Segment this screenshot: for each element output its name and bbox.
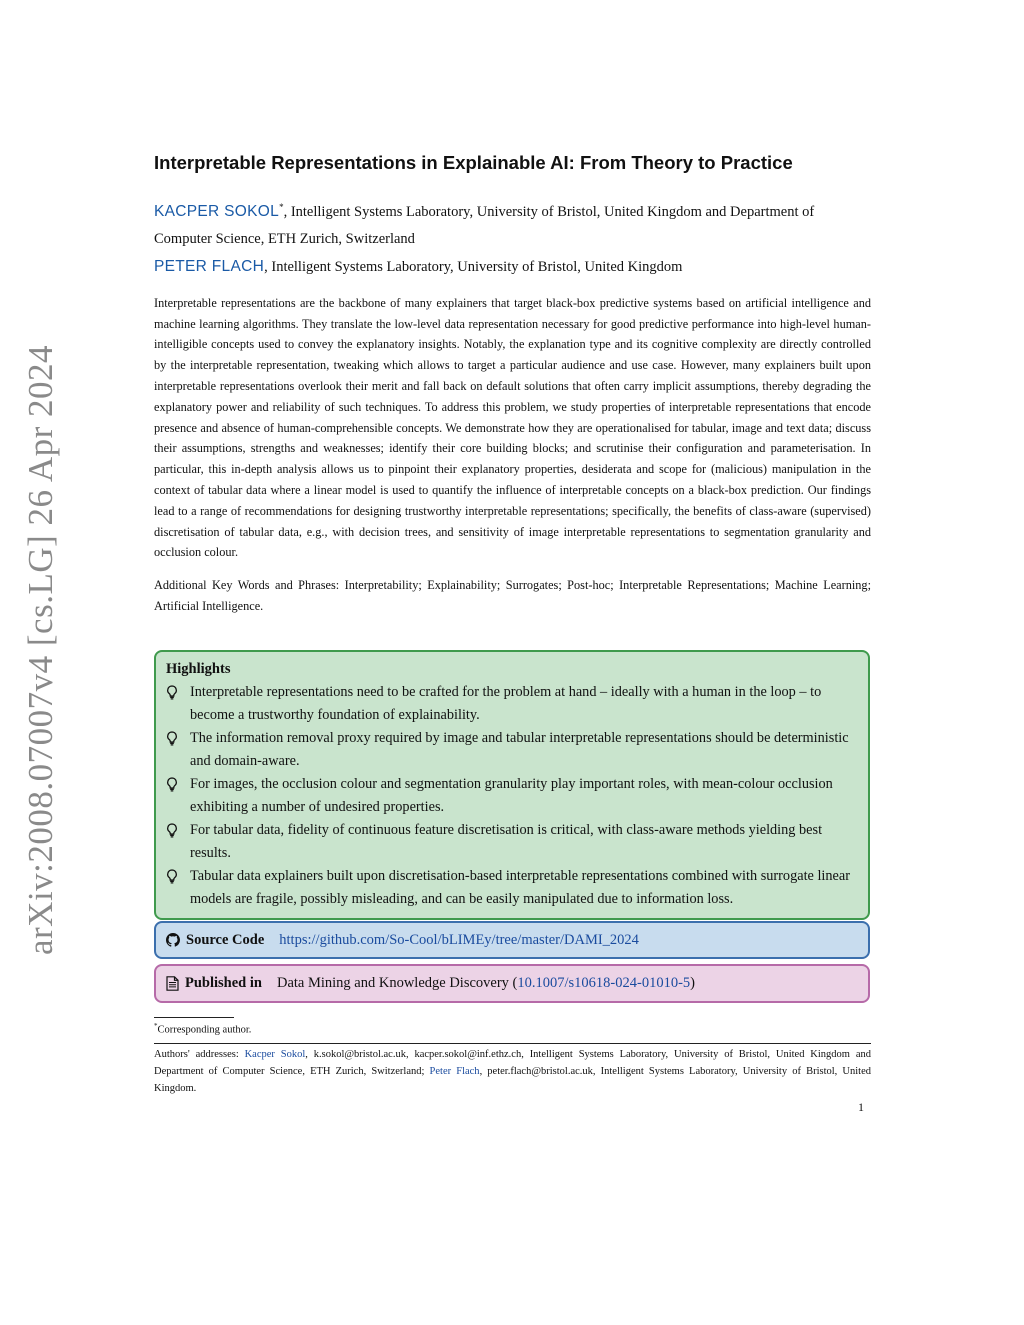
published-venue-text: Data Mining and Knowledge Discovery (	[276, 975, 518, 991]
highlight-item	[166, 681, 858, 727]
highlight-text: For images, the occlusion colour and segmentation granularity play important roles, with mean-colour occlusion exhibiting a number of undesired properties.	[190, 776, 833, 815]
arxiv-stamp-text: arXiv:2008.07007v4 [cs.LG] 26 Apr 2024	[21, 344, 60, 956]
highlights-title: Highlights	[166, 661, 231, 677]
highlights-box	[154, 650, 870, 920]
paper-title: Interpretable Representations in Explainable AI: From Theory to Practice	[154, 152, 793, 173]
highlight-text: The information removal proxy required by image and tabular interpretable representations should be deterministic and domain-aware.	[190, 730, 849, 769]
abstract: Interpretable representations are the backbone of many explainers that target black-box predictive systems based on artificial intelligence and machine learning algorithms. They translate the low-level data representation necessary for good predictive performance into high-level human-intelligible concepts used to convey the explanatory insights. Notably, the explanation type and its cognitive complexity are directly controlled by the interpretable representation, tweaking which allows to target a particular audience and use case. However, many explainers built upon interpretable representations overlook their merit and fall back on default solutions that often carry implicit assumptions, thereby degrading the explanatory power and reliability of such techniques. To address this problem, we study properties of interpretable representations that encode presence and absence of human-comprehensible concepts. We demonstrate how they are operationalised for tabular, image and text data; discuss their assumptions, strengths and weaknesses; identify their core building blocks; and scrutinise their configuration and parameterisation. In particular, this in-depth analysis allows us to pinpoint their explanatory properties, desiderata and scope for (malicious) manipulation in the context of tabular data where a linear model is used to quantify the influence of interpretable concepts on a black-box prediction. Our findings lead to a range of recommendations for designing trustworthy interpretable representations; specifically, the benefits of class-aware (supervised) discretisation of tabular data, e.g., with decision trees, and sensitivity of image interpretable representations to segmentation granularity and occlusion colour.	[154, 295, 871, 560]
author-addresses	[154, 1046, 871, 1097]
published-close: )	[690, 975, 696, 991]
author-2-name[interactable]: PETER FLACH	[154, 257, 265, 275]
highlight-item	[166, 727, 858, 773]
document-icon	[166, 975, 179, 992]
author-1-address-link[interactable]: Kacper Sokol	[244, 1049, 306, 1060]
source-code-link[interactable]: https://github.com/So-Cool/bLIMEy/tree/master/DAMI_2024	[279, 931, 639, 948]
lightbulb-icon	[166, 865, 190, 911]
highlight-item	[166, 865, 858, 911]
keywords: Additional Key Words and Phrases: Interpretability; Explainability; Surrogates; Post-hoc; Interpretable Representations; Machine Learning; Artificial Intelligence.	[154, 578, 871, 614]
source-code-box	[154, 921, 870, 959]
addresses-prefix: Authors' addresses:	[154, 1049, 245, 1060]
highlight-text: Interpretable representations need to be crafted for the problem at hand – ideally with a human in the loop – to become a trustworthy foundation of explainability.	[190, 684, 822, 723]
published-label: Published in	[185, 975, 262, 991]
highlight-item	[166, 773, 858, 819]
addresses-rule	[154, 1043, 871, 1044]
published-doi-link[interactable]: 10.1007/s10618-024-01010-5	[517, 975, 691, 991]
footnote-marker: *	[154, 1022, 158, 1030]
published-box	[154, 964, 870, 1003]
github-icon	[166, 932, 180, 949]
published-venue	[277, 975, 695, 992]
author-1-affiliation: , Intelligent Systems Laboratory, University of Bristol, United Kingdom and Department of Computer Science, ETH Zurich, Switzerland	[154, 203, 815, 247]
page-number: 1	[858, 1100, 864, 1114]
author-1	[154, 194, 871, 253]
footnote-rule	[154, 1017, 234, 1018]
author-1-name[interactable]: KACPER SOKOL	[154, 202, 280, 220]
highlight-item	[166, 819, 858, 865]
author-1-marker: *	[279, 202, 284, 212]
lightbulb-icon	[166, 819, 190, 865]
footnote	[154, 1022, 251, 1036]
author-1-address: , k.sokol@bristol.ac.uk, kacper.sokol@inf.ethz.ch, Intelligent Systems Laboratory, University of Bristol, United Kingdom and Department of Computer Science, ETH Zurich, Switzerland;	[154, 1049, 871, 1077]
lightbulb-icon	[166, 773, 190, 819]
lightbulb-icon	[166, 681, 190, 727]
highlight-text: Tabular data explainers built upon discretisation-based interpretable representations combined with surrogate linear models are fragile, possibly misleading, and can be easily manipulated due to information loss.	[190, 868, 851, 907]
author-2-address: , peter.flach@bristol.ac.uk, Intelligent Systems Laboratory, University of Bristol, United Kingdom.	[154, 1066, 871, 1094]
arxiv-stamp	[8, 290, 74, 1010]
paper-header	[154, 152, 871, 629]
lightbulb-icon	[166, 727, 190, 773]
highlight-text: For tabular data, fidelity of continuous feature discretisation is critical, with class-aware methods yielding best results.	[190, 822, 823, 861]
footnote-text: Corresponding author.	[157, 1024, 252, 1036]
author-2	[154, 253, 871, 281]
author-2-address-link[interactable]: Peter Flach	[429, 1066, 480, 1077]
author-2-affiliation: , Intelligent Systems Laboratory, University of Bristol, United Kingdom	[264, 258, 683, 275]
source-code-label: Source Code	[186, 931, 265, 948]
